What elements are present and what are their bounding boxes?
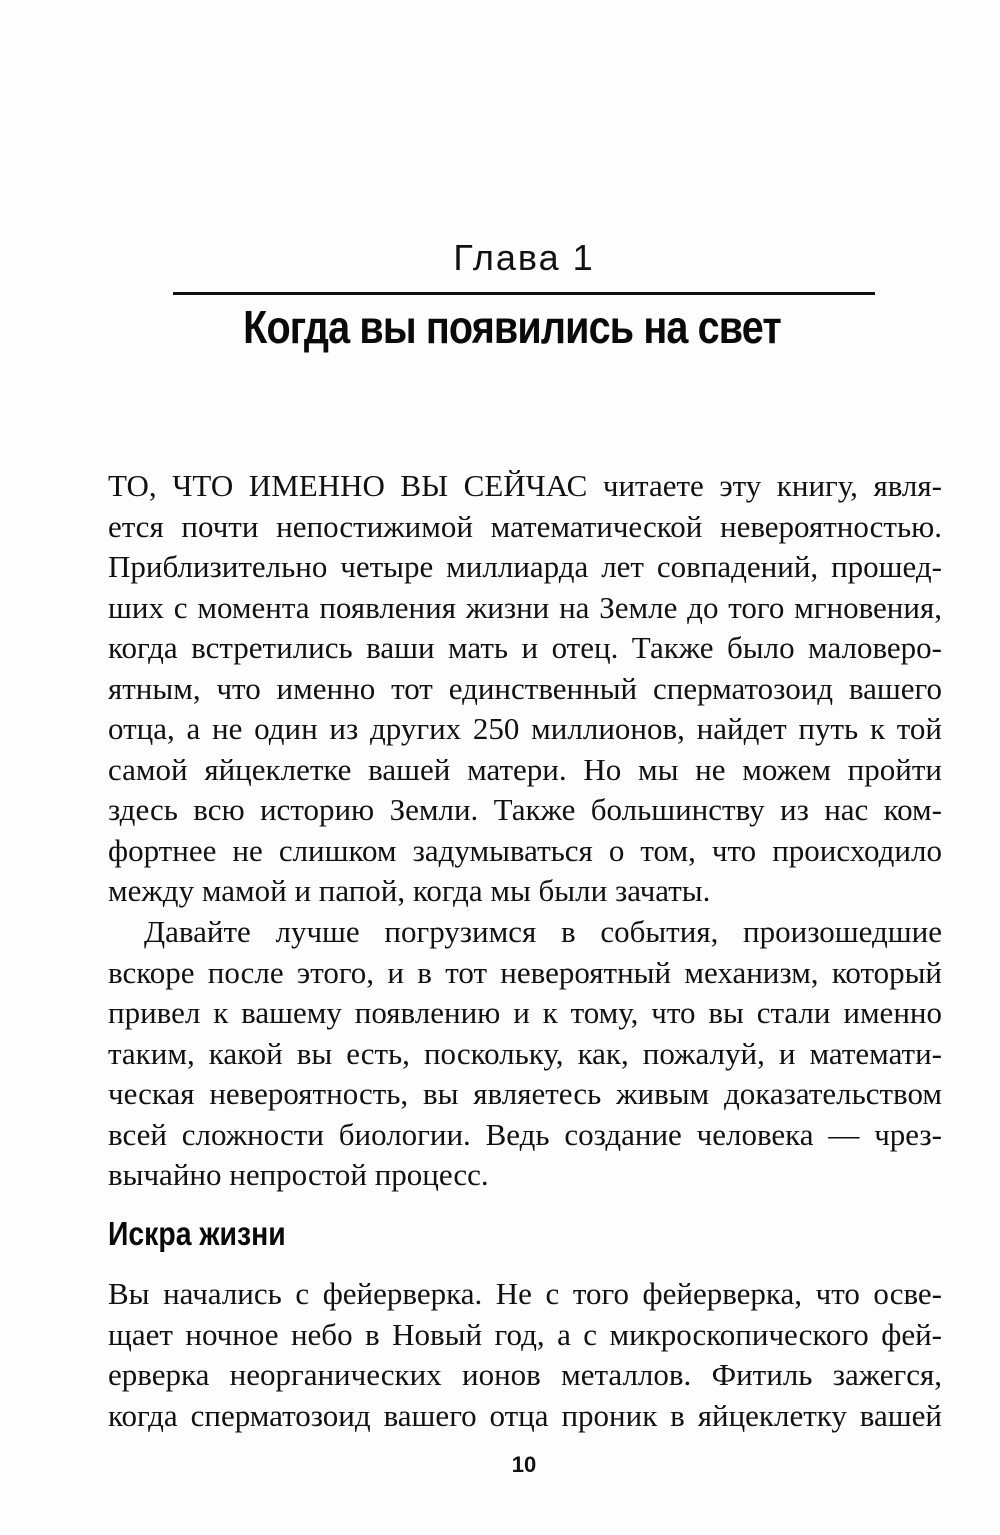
- text-line: фортнее не слишком задумываться о том, что происходило: [108, 832, 942, 868]
- text-line: вскоре после этого, и в тот невероятный механизм, который: [108, 954, 942, 990]
- text-line: ших с момента появления жизни на Земле до того мгновения,: [108, 589, 942, 625]
- text-line: Давайте лучше погрузимся в события, произошедшие: [144, 914, 942, 949]
- text-line: ческая невероятность, вы являетесь живым доказательством: [108, 1076, 942, 1111]
- text-line: между мамой и папой, когда мы были зачаты.: [108, 873, 711, 908]
- text-line: ерверка неорганических ионов металлов. Фитиль зажегся,: [108, 1357, 942, 1392]
- text-line: всей сложности биологии. Ведь создание человека — чрез-: [108, 1116, 942, 1152]
- text-line: когда сперматозоид вашего отца проник в яйцеклетку вашей: [108, 1397, 942, 1433]
- text-line: когда встретились ваши мать и отец. Также было маловеро-: [108, 630, 942, 665]
- text-line: ется почти непостижимой математической невероятностью.: [108, 508, 942, 544]
- text-line: ятным, что именно тот единственный сперматозоид вашего: [108, 670, 942, 706]
- text-line: привел к вашему появлению и к тому, что вы стали именно: [108, 995, 942, 1030]
- text-line: ТО, ЧТО ИМЕННО ВЫ СЕЙЧАС читаете эту книгу, явля-: [108, 468, 942, 503]
- text-line: Вы начались с фейерверка. Не с того фейерверка, что осве-: [108, 1276, 942, 1311]
- lead-in-caps: ТО, ЧТО ИМЕННО ВЫ СЕЙЧАС: [108, 468, 588, 503]
- chapter-divider: [173, 292, 875, 295]
- page-number: 10: [511, 1452, 537, 1477]
- paragraph-second: [108, 912, 942, 1196]
- text-line: отца, а не один из других 250 миллионов, найдет путь к той: [108, 711, 942, 746]
- text-line: Приблизительно четыре миллиарда лет совпадений, прошед-: [108, 549, 942, 584]
- chapter-label: Глава 1: [453, 237, 595, 278]
- paragraph-intro: [108, 466, 942, 912]
- text-line: вычайно непростой процесс.: [108, 1157, 489, 1192]
- chapter-title: Когда вы появились на свет: [243, 301, 781, 353]
- text-line: самой яйцеклетке вашей матери. Но мы не можем пройти: [108, 751, 942, 787]
- text-line: здесь всю историю Земли. Также большинству из нас ком-: [108, 792, 942, 827]
- paragraph-section: [108, 1274, 942, 1436]
- text-line: таким, какой вы есть, поскольку, как, пожалуй, и математи-: [108, 1035, 942, 1071]
- text-line: щает ночное небо в Новый год, а с микроскопического фей-: [108, 1316, 942, 1352]
- section-heading: Искра жизни: [108, 1215, 286, 1252]
